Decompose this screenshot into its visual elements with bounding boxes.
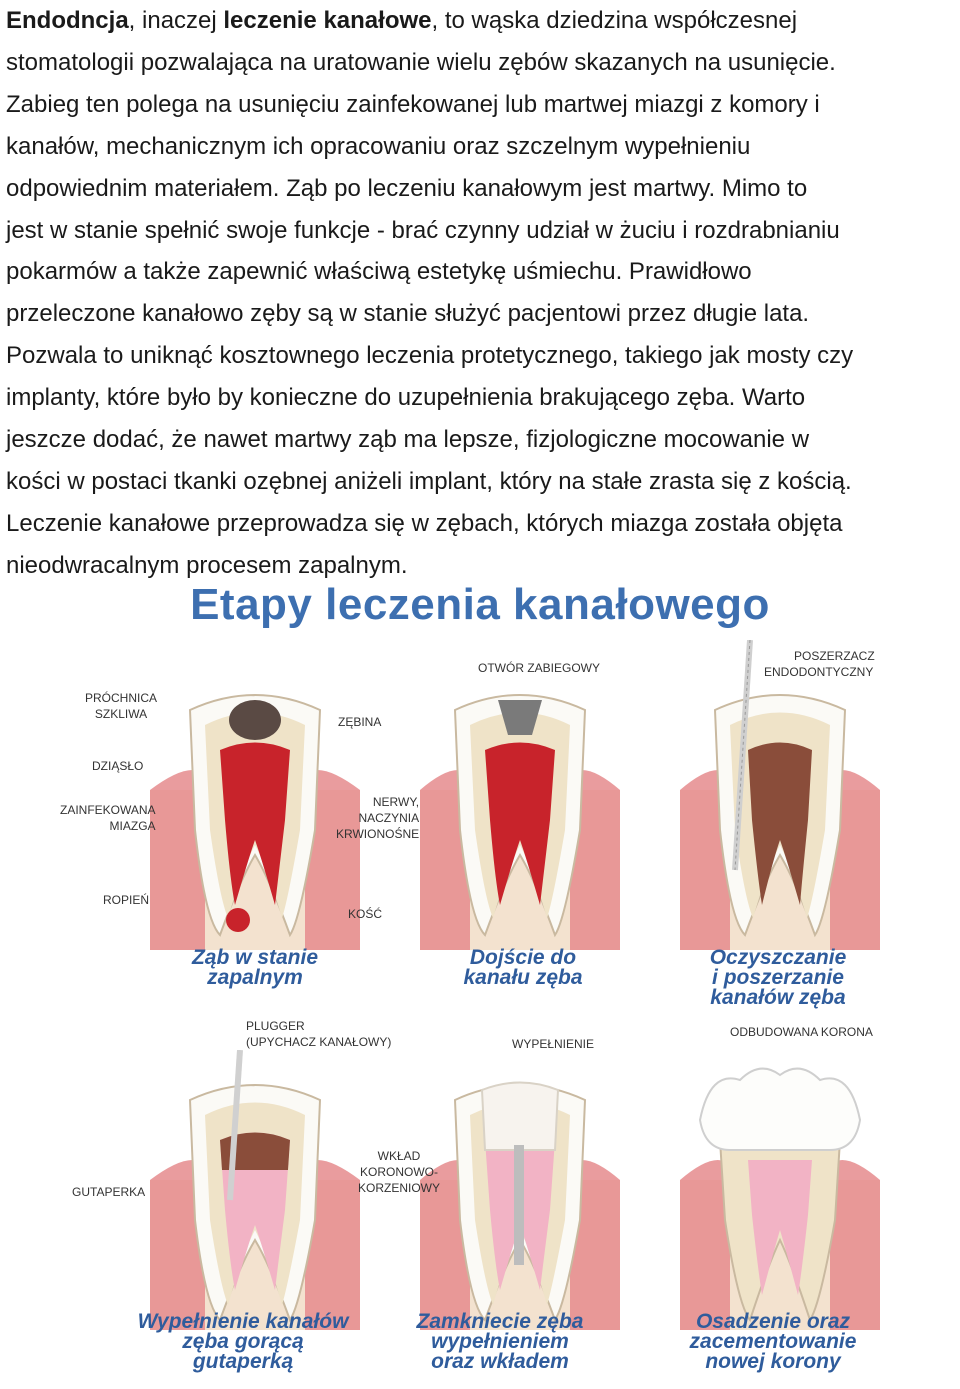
caption-line: Dojście do xyxy=(469,946,577,969)
caption-stage-1 xyxy=(125,948,385,988)
article-paragraph xyxy=(6,0,958,587)
article-line: nieodwracalnym procesem zapalnym. xyxy=(6,551,408,579)
caption-stage-6 xyxy=(643,1312,903,1372)
caption-stage-2 xyxy=(393,948,653,988)
term-endodoncja: Endodncja xyxy=(6,7,129,34)
tooth-cleaning-illustration xyxy=(680,640,880,950)
label-line: (UPYCHACZ KANAŁOWY) xyxy=(246,1035,392,1049)
caption-line: i poszerzanie xyxy=(712,966,844,989)
article-line: kości w postaci tkanki ozębnej aniżeli implant, który na stałe zrasta się z kością. xyxy=(6,467,852,495)
tooth-filling-illustration xyxy=(420,1050,620,1330)
label-wklad xyxy=(358,1148,440,1196)
label-prochnica xyxy=(85,690,157,722)
caption-line: Wypełnienie kanałów xyxy=(137,1310,349,1333)
article-line: przeleczone kanałowo zęby są w stanie służyć pacjentowi przez długie lata. xyxy=(6,300,810,328)
article-line: Pozwala to uniknąć kosztownego leczenia protetycznego, takiego jak mosty czy xyxy=(6,342,854,370)
article-line: jest w stanie spełnić swoje funkcje - brać czynny udział w żuciu i rozdrabnianiu xyxy=(6,216,840,244)
caption-line: Zamkniecie zęba xyxy=(416,1310,584,1333)
label-line: NACZYNIA xyxy=(358,811,420,825)
caption-line: kanałów zęba xyxy=(710,986,846,1009)
label-line: PLUGGER xyxy=(246,1019,305,1033)
label-gutaperka: GUTAPERKA xyxy=(72,1185,146,1199)
label-line: ENDODONTYCZNY xyxy=(764,665,874,679)
label-miazga xyxy=(60,802,156,834)
article-line-1 xyxy=(6,0,958,42)
caption-line: Ząb w stanie xyxy=(191,946,319,969)
article-line: stomatologii pozwalająca na uratowanie wielu zębów skazanych na usunięcie. xyxy=(6,48,836,76)
label-line: SZKLIWA xyxy=(94,707,148,721)
label-dziaslo: DZIĄSŁO xyxy=(92,759,144,773)
caption-line: zęba gorącą xyxy=(182,1330,304,1353)
caption-line: wypełnieniem xyxy=(431,1330,569,1353)
label-line: KORZENIOWY xyxy=(358,1181,441,1195)
caption-line: oraz wkładem xyxy=(431,1350,569,1373)
article-line: kanałów, mechanicznym ich opracowaniu oraz szczelnym wypełnieniu xyxy=(6,132,751,160)
label-nerwy xyxy=(336,794,419,842)
label-wypelnienie: WYPEŁNIENIE xyxy=(512,1037,595,1051)
label-line: KRWIONOŚNE xyxy=(336,827,420,841)
caption-stage-5 xyxy=(370,1312,630,1372)
caption-line: kanału zęba xyxy=(463,966,583,989)
label-line: NERWY, xyxy=(372,795,420,809)
label-line: WKŁAD xyxy=(377,1149,421,1163)
label-line: POSZERZACZ xyxy=(794,649,875,663)
article-line: jeszcze dodać, że nawet martwy ząb ma lepsze, fizjologiczne mocowanie w xyxy=(6,426,810,454)
label-ropien: ROPIEŃ xyxy=(103,893,150,907)
tooth-crown-illustration xyxy=(680,1050,880,1330)
caption-line: Osadzenie oraz xyxy=(695,1310,851,1333)
tooth-inflamed-illustration xyxy=(150,680,360,950)
label-otwor: OTWÓR ZABIEGOWY xyxy=(478,661,600,675)
article-line: Zabieg ten polega na usunięciu zainfekowanej lub martwej miazgi z komory i xyxy=(6,90,820,118)
caption-line: gutaperką xyxy=(192,1350,294,1373)
text-fragment: , to wąska dziedzina współczesnej xyxy=(431,7,798,34)
article-line: Leczenie kanałowe przeprowadza się w zębach, których miazga została objęta xyxy=(6,509,843,537)
article-line: implanty, które było by konieczne do uzupełnienia brakującego zęba. Warto xyxy=(6,384,806,412)
label-kosc: KOŚĆ xyxy=(348,907,383,921)
label-zebina: ZĘBINA xyxy=(338,715,382,729)
article-line: odpowiednim materiałem. Ząb po leczeniu kanałowym jest martwy. Mimo to xyxy=(6,174,808,202)
caption-line: Oczyszczanie xyxy=(709,946,847,969)
label-plugger xyxy=(246,1018,391,1050)
tooth-gutta-percha-illustration xyxy=(150,1050,360,1330)
label-poszerzacz xyxy=(764,648,875,680)
root-canal-stages-figure xyxy=(0,580,960,1389)
label-line: PRÓCHNICA xyxy=(85,691,158,705)
label-line: MIAZGA xyxy=(109,819,156,833)
caption-line: zapalnym xyxy=(207,966,303,989)
label-line: ZAINFEKOWANA xyxy=(60,803,156,817)
caption-line: zacementowanie xyxy=(689,1330,857,1353)
figure-title: Etapy leczenia kanałowego xyxy=(190,580,770,629)
label-korona: ODBUDOWANA KORONA xyxy=(730,1025,873,1039)
text-fragment: , inaczej xyxy=(128,7,224,34)
caption-stage-3 xyxy=(648,948,908,1008)
label-line: KORONOWO- xyxy=(360,1165,438,1179)
article-line: pokarmów a także zapewnić właściwą estetykę uśmiechu. Prawidłowo xyxy=(6,258,752,286)
term-leczenie-kanalowe: leczenie kanałowe xyxy=(223,7,432,34)
caption-line: nowej korony xyxy=(705,1350,841,1373)
caption-stage-4 xyxy=(113,1312,373,1372)
tooth-access-opening-illustration xyxy=(420,680,620,950)
